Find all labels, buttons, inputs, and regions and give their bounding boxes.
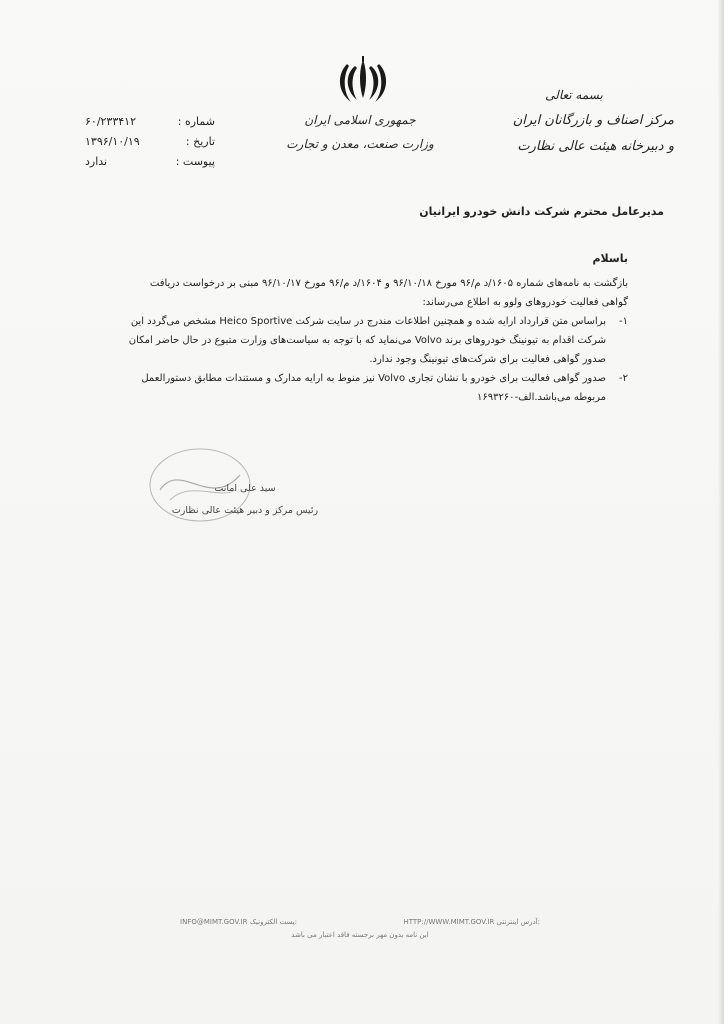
footer-website: HTTP://WWW.MIMT.GOV.IR — [403, 918, 495, 926]
issuer-line-2: و دبیرخانه هیئت عالی نظارت — [517, 139, 674, 154]
basmala: بسمه تعالی — [545, 88, 603, 102]
letter-number-label: شماره : — [177, 115, 215, 128]
footer-email: INFO@MIMT.GOV.IR — [180, 918, 248, 926]
signatory-name: سید علی امانت — [214, 483, 276, 494]
ministry-line: وزارت صنعت، معدن و تجارت — [286, 137, 434, 151]
greeting: باسلام — [592, 252, 628, 265]
footer-email-group — [180, 918, 297, 926]
letter-date-value: ۱۳۹۶/۱۰/۱۹ — [85, 135, 140, 148]
iran-emblem-icon — [337, 56, 389, 106]
scan-edge — [718, 0, 724, 1024]
body-item — [128, 369, 628, 407]
body-item — [128, 312, 628, 369]
letter-number — [85, 112, 215, 132]
letter-attachment-value: ندارد — [85, 155, 108, 168]
footer-website-label: آدرس اینترنتی: — [496, 918, 540, 926]
letter-attachment-label: پیوست : — [175, 155, 215, 168]
letter-body — [128, 274, 628, 407]
body-item-number: ۱- — [619, 316, 628, 327]
body-intro: بازگشت به نامه‌های شماره ۱۶۰۵/د م/۹۶ مورخ ۹۶/۱۰/۱۸ و ۱۶۰۴/د م/۹۶ مورخ ۹۶/۱۰/۱۷ مبنی بر درخواست دریافت گواهی فعالیت خودروهای ولوو به اطلاع می‌رساند: — [149, 278, 628, 308]
footer-website-group — [403, 918, 540, 926]
signatory-title: رئیس مرکز و دبیر هیئت عالی نظارت — [171, 505, 319, 516]
issuer-header — [474, 88, 674, 160]
footer-note: این نامه بدون مهر برجسته فاقد اعتبار می باشد — [291, 931, 429, 939]
ministry-header — [280, 108, 440, 156]
footer-contacts — [180, 918, 540, 926]
letter-date — [85, 132, 215, 152]
footer-email-label: پست الکترونیک: — [249, 918, 298, 926]
signature-block — [150, 478, 340, 522]
body-item-number: ۲- — [619, 373, 628, 384]
body-item-text: براساس متن قرارداد ارایه شده و همچنین اطلاعات مندرج در سایت شرکت Heico Sportive مشخص می‌گردد این شرکت اقدام به تیونینگ خودروهای برند Volvo می‌نماید که با توجه به سیاست‌های وزارت متبوع در حال حاضر امکان صدور گواهی فعالیت برای شرکت‌های تیونینگ وجود ندارد. — [128, 316, 606, 365]
letter-meta — [85, 112, 215, 172]
republic-line: جمهوری اسلامی ایران — [304, 113, 416, 127]
letter-attachment — [85, 152, 215, 172]
letter-footer — [180, 918, 540, 939]
issuer-line-1: مرکز اصناف و بازرگانان ایران — [512, 113, 674, 128]
addressee: مدیرعامل محترم شرکت دانش خودرو ایرانیان — [419, 205, 664, 218]
body-item-text: صدور گواهی فعالیت برای خودرو با نشان تجاری Volvo نیز منوط به ارایه مدارک و مستندات مطابق دستورالعمل مربوطه می‌باشد.الف-۱۶۹۳۲۶۰ — [141, 373, 606, 403]
letter-date-label: تاریخ : — [185, 135, 215, 148]
letter-number-value: ۶۰/۲۳۳۴۱۲ — [85, 115, 136, 128]
